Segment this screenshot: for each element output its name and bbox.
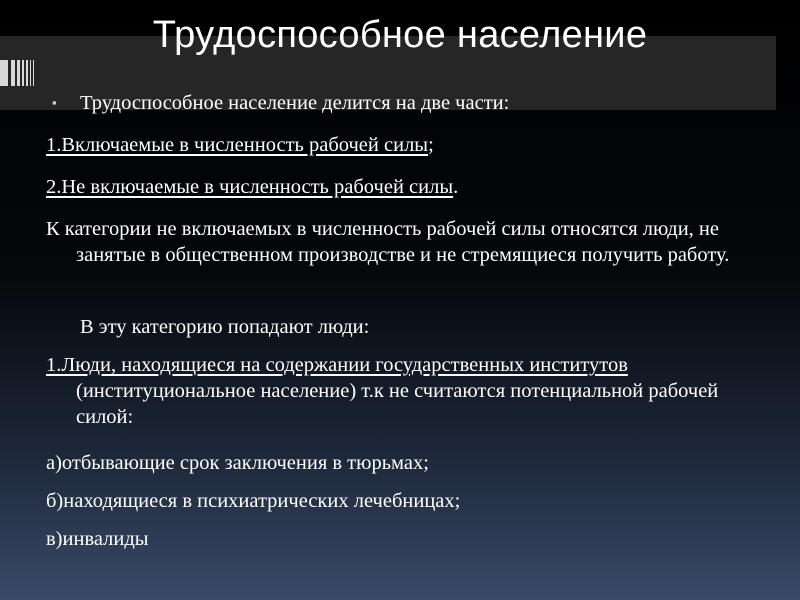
item-2-text: 2.Не включаемые в численность рабочей силы bbox=[46, 176, 454, 198]
paragraph-2: В эту категорию попадают люди: bbox=[80, 316, 370, 338]
item-1-text: 1.Включаемые в численность рабочей силы bbox=[46, 134, 429, 156]
slide-title: Трудоспособное население bbox=[152, 14, 648, 56]
sub-item-a: а)отбывающие срок заключения в тюрьмах; bbox=[46, 452, 429, 474]
paragraph-1: К категории не включаемых в численность рабочей силы относятся люди, не занятые в общественном производстве и не стремящиеся получить работу. bbox=[46, 218, 730, 266]
square-bullet-icon: ▪ bbox=[52, 95, 57, 110]
stripes-decoration-icon bbox=[0, 60, 34, 86]
item-1-end: ; bbox=[428, 134, 434, 156]
item-2 bbox=[46, 174, 458, 200]
list-item-1-underlined: 1.Люди, находящиеся на содержании государственных институтов bbox=[46, 354, 628, 376]
list-item-1 bbox=[46, 352, 756, 430]
item-2-end: . bbox=[453, 176, 459, 198]
sub-item-b: б)находящиеся в психиатрических лечебницах; bbox=[46, 490, 461, 512]
list-item-1-rest: (институциональное население) т.к не считаются потенциальной рабочей силой: bbox=[76, 380, 719, 428]
bullet-text: Трудоспособное население делится на две части: bbox=[80, 92, 510, 114]
sub-item-c: в)инвалиды bbox=[46, 528, 149, 550]
item-1 bbox=[46, 132, 434, 158]
